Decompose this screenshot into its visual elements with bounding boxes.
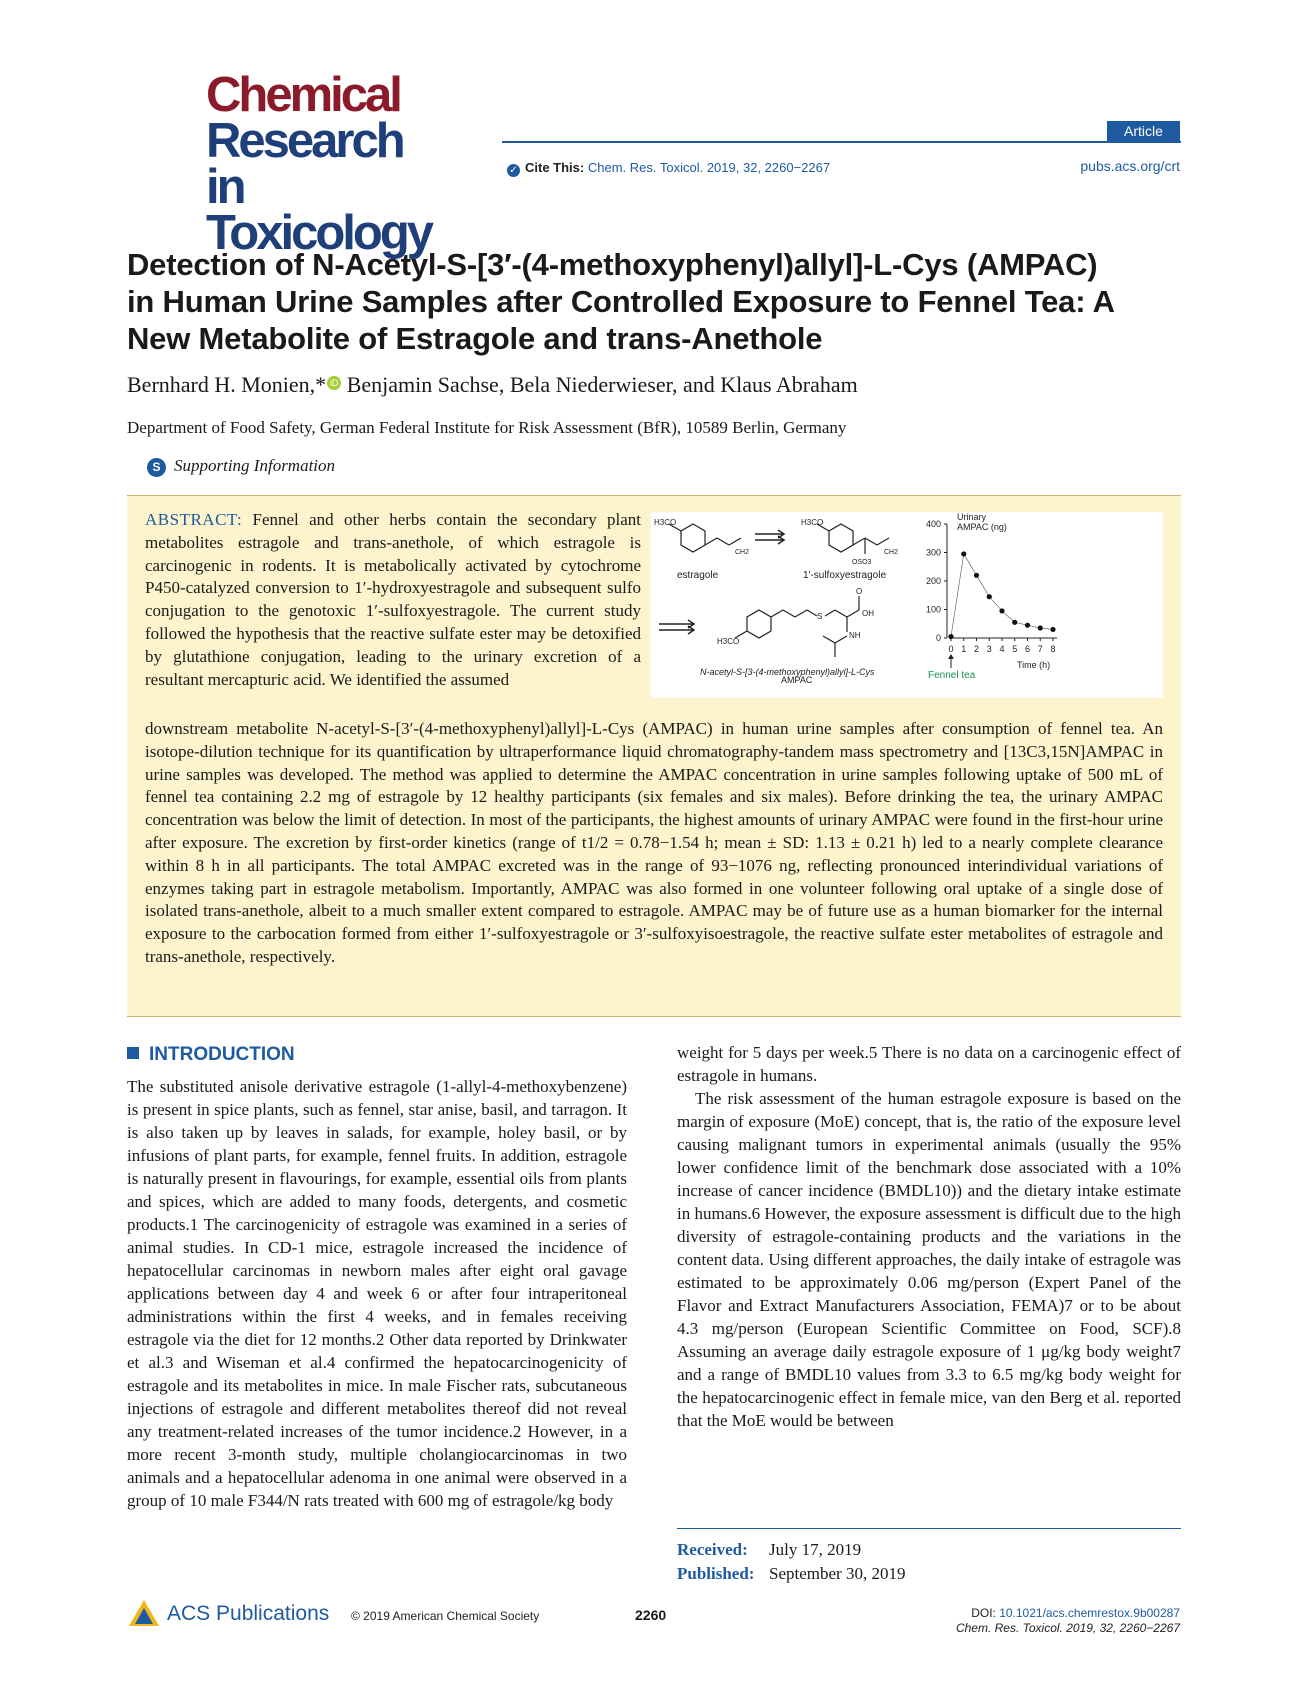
supporting-info-label: Supporting Information	[174, 456, 336, 475]
copyright: © 2019 American Chemical Society	[351, 1609, 540, 1623]
abstract-part-1: Fennel and other herbs contain the secondary plant metabolites estragole and trans-anethole, of which estragole is carcinogenic in rodents. It is metabolically activated by cytochrome P450-catalyzed conversion to 1′-hydroxyestragole and subsequent sulfo conjugation to the genotoxic 1′-sulfoxyestragole. The current study followed the hypothesis that the reactive sulfate ester may be detoxified by glutathione conjugation, leading to the urinary excretion of a resultant mercapturic acid. We identified the assumed	[145, 510, 642, 689]
chart-data-point	[974, 573, 979, 578]
journal-logo	[206, 68, 436, 260]
abstract-text-top	[145, 509, 641, 691]
ch2-label: CH2	[735, 549, 750, 556]
reaction-arrow	[659, 620, 694, 634]
publisher-name: ACS Publications	[167, 1602, 330, 1625]
chart-data-point	[999, 608, 1004, 613]
logo-line-1: Chemical	[206, 68, 400, 122]
intro-paragraph: The substituted anisole derivative estragole (1-allyl-4-methoxybenzene) is present in spice plants, such as fennel, star anise, basil, and tarragon. It is also taken up by leaves in salads, for example, holey basil, or by infusions of plant parts, for example, fennel fruits. In addition, estragole is naturally present in flavourings, for example, essential oils from plants and spices, which are added to many foods, detergents, and cosmetic products.1 The carcinogenicity of estragole was examined in a series of animal studies. In CD-1 mice, estragole increased the incidence of hepatocellular carcinomas in newborn males after eight oral gavage applications between day 4 and week 6 or after four intraperitoneal administrations within the first 4 weeks, and in females receiving estragole via the diet for 12 months.2 Other data reported by Drinkwater et al.3 and Wiseman et al.4 confirmed the hepatocarcinogenicity of estragole and its metabolites in mice. In male Fischer rats, subcutaneous injections of estragole and different metabolites thereof did not reveal any treatment-related increases of the tumor incidence.2 However, in a more recent 3-month study, multiple cholangiocarcinomas in two animals and a hepatocellular adenoma in one animal were observed in a group of 10 male F344/N rats treated with 600 mg of estragole/kg body	[127, 1077, 627, 1510]
chart-y-tick-label: 100	[925, 604, 941, 615]
reaction-arrow	[755, 530, 784, 544]
chart-y-tick-label: 300	[925, 547, 941, 558]
intro-right-column	[677, 1041, 1181, 1432]
chart-y-tick-label: 0	[935, 633, 941, 643]
co-authors: Benjamin Sachse, Bela Niederwieser, and Klaus Abraham	[341, 372, 858, 397]
oh-label: OH	[862, 609, 874, 618]
title-line: Detection of N-Acetyl-S-[3′-(4-methoxyphenyl)allyl]-L-Cys (AMPAC)	[127, 247, 1098, 282]
sulfur-label: S	[817, 612, 823, 621]
received-date: July 17, 2019	[769, 1540, 862, 1559]
title-line: New Metabolite of Estragole and trans-Anethole	[127, 321, 823, 356]
ampac-structure	[735, 596, 859, 657]
nh-label: NH	[849, 631, 861, 640]
acs-publications-logo[interactable]	[127, 1598, 329, 1628]
acs-logo-icon	[127, 1598, 161, 1628]
chart-data-point	[1025, 623, 1030, 628]
ch2-label: CH2	[884, 549, 899, 556]
chart-data-point	[1012, 620, 1017, 625]
chart-x-tick-label: 0	[948, 644, 954, 654]
chart-x-tick-label: 8	[1050, 644, 1056, 654]
published-date: September 30, 2019	[769, 1564, 906, 1583]
page-number: 2260	[635, 1607, 667, 1623]
supporting-info-link[interactable]	[147, 456, 335, 477]
estragole-label: estragole	[677, 570, 719, 581]
publication-dates	[677, 1538, 905, 1586]
estragole-structure	[669, 524, 741, 552]
chart-x-tick-label: 1	[961, 644, 967, 654]
logo-line-2: Research in	[206, 114, 403, 214]
abstract-label: ABSTRACT:	[145, 510, 243, 529]
supporting-info-icon: S	[147, 458, 166, 477]
h3co-label: H3CO	[717, 637, 740, 646]
chart-x-tick-label: 7	[1037, 644, 1043, 654]
author-list	[127, 372, 858, 398]
cite-this[interactable]	[507, 160, 830, 177]
chart-x-tick-label: 2	[973, 644, 980, 654]
ampac-abbrev-label: AMPAC	[781, 675, 813, 685]
doi-label: DOI:	[971, 1606, 996, 1620]
affiliation: Department of Food Safety, German Federal Institute for Risk Assessment (BfR), 10589 Berlin, Germany	[127, 418, 847, 437]
ampac-name-label: N-acetyl-S-[3-(4-methoxyphenyl)allyl]-L-Cys	[700, 667, 875, 677]
toc-svg	[651, 512, 1163, 698]
oso3-label: OSO3	[852, 559, 872, 566]
logo-line-3: Toxicology	[206, 206, 432, 260]
section-heading-text: INTRODUCTION	[149, 1044, 295, 1065]
cite-label: Cite This:	[525, 160, 585, 175]
chart-x-tick-label: 5	[1012, 644, 1018, 654]
oxygen-label: O	[856, 587, 863, 596]
chart-annotation-fennel-tea: Fennel tea	[928, 670, 976, 681]
article-type-badge: Article	[1107, 121, 1180, 142]
orcid-icon[interactable]: iD	[327, 376, 341, 390]
published-label: Published:	[677, 1564, 755, 1583]
doi-link[interactable]: 10.1021/acs.chemrestox.9b00287	[999, 1606, 1180, 1620]
chart-x-tick-label: 3	[986, 644, 992, 654]
chart-data-point	[1038, 625, 1043, 630]
dates-rule	[677, 1528, 1181, 1529]
footer-citation: Chem. Res. Toxicol. 2019, 32, 2260−2267	[955, 1621, 1180, 1635]
intro-paragraph: weight for 5 days per week.5 There is no data on a carcinogenic effect of estragole in humans.	[677, 1043, 1181, 1085]
toc-graphic	[651, 512, 1163, 698]
chart-ylabel-line2: AMPAC (ng)	[957, 522, 1007, 532]
chart-y-tick-label: 200	[925, 576, 941, 586]
chart-xlabel: Time (h)	[1017, 660, 1051, 670]
article-title	[127, 246, 1187, 357]
chart-ylabel-line1: Urinary	[957, 512, 987, 522]
cite-value[interactable]: Chem. Res. Toxicol. 2019, 32, 2260−2267	[587, 160, 831, 175]
section-heading-introduction	[127, 1044, 295, 1066]
abstract-text-bottom: downstream metabolite N-acetyl-S-[3′-(4-methoxyphenyl)allyl]-L-Cys (AMPAC) in human urine samples after consumption of fennel tea. An isotope-dilution technique for its quantification by ultraperformance liquid chromatography-tandem mass spectrometry and [13C3,15N]AMPAC in urine samples was developed. The method was applied to determine the AMPAC concentration in urine samples following uptake of 500 mL of fennel tea containing 2.2 mg of estragole by 12 healthy participants (six females and six males). Before drinking the tea, the urinary AMPAC concentration was below the limit of detection. In most of the participants, the highest amounts of urinary AMPAC were found in the first-hour urine after exposure. The excretion by first-order kinetics (range of t1/2 = 0.78−1.54 h; mean ± SD: 1.13 ± 0.21 h) led to a nearly complete clearance within 8 h in all participants. The total AMPAC excreted was in the range of 93−1076 ng, reflecting pronounced interindividual variations of enzymes taking part in estragole metabolism. Importantly, AMPAC was also formed in one volunteer following oral uptake of a single dose of isolated trans-anethole, albeit to a much smaller extent compared to estragole. AMPAC may be of future use as a human biomarker for the internal exposure to the carbocation formed from either 1′-sulfoxyestragole or 3′-sulfoxyisoestragole, the reactive sulfate ester metabolites of estragole and trans-anethole, respectively.	[145, 719, 1163, 966]
doi-block	[880, 1606, 1180, 1636]
check-icon: ✓	[507, 164, 520, 177]
chart-annotation-arrowhead	[948, 654, 954, 659]
intro-left-column	[127, 1075, 627, 1512]
header-rule	[502, 141, 1181, 143]
journal-url-link[interactable]: pubs.acs.org/crt	[1080, 158, 1180, 174]
chart-data-point	[987, 594, 992, 599]
chart-data-point	[961, 551, 966, 556]
chart-data-point	[948, 634, 953, 639]
sulfoxyestragole-label: 1′-sulfoxyestragole	[803, 570, 887, 581]
chart-series-line	[951, 554, 1053, 637]
ampac-excretion-chart	[926, 519, 1057, 668]
received-label: Received:	[677, 1540, 748, 1559]
h3co-label: H3CO	[654, 518, 677, 527]
title-line: in Human Urine Samples after Controlled Exposure to Fennel Tea: A	[127, 284, 1115, 319]
h3co-label: H3CO	[801, 518, 824, 527]
sulfoxyestragole-structure	[817, 524, 889, 554]
chart-x-tick-label: 4	[999, 644, 1005, 654]
chart-data-point	[1050, 627, 1055, 632]
chart-x-tick-label: 6	[1024, 644, 1031, 654]
section-square-icon	[127, 1047, 139, 1059]
intro-paragraph: The risk assessment of the human estragole exposure is based on the margin of exposure (MoE) concept, that is, the ratio of the exposure level causing malignant tumors in experimental animals (usually the 95% lower confidence limit of the benchmark dose associated with a 10% increase of cancer incidence (BMDL10)) and the dietary intake estimate in humans.6 However, the exposure assessment is difficult due to the high diversity of estragole-containing products and the variations in the content data. Using different approaches, the daily intake of estragole was estimated to be approximately 0.06 mg/person (Expert Panel of the Flavor and Extract Manufacturers Association, FEMA)7 or to be about 4.3 mg/person (European Scientific Committee on Food, SCF).8 Assuming an average daily estragole exposure of 1 μg/kg body weight7 and a range of BMDL10 values from 3.3 to 6.5 mg/kg body weight for the hepatocarcinogenic effect in female mice, van den Berg et al. reported that the MoE would be between	[677, 1089, 1181, 1430]
corresponding-author[interactable]: Bernhard H. Monien,*	[127, 372, 327, 397]
chart-y-tick-label: 400	[925, 519, 941, 529]
